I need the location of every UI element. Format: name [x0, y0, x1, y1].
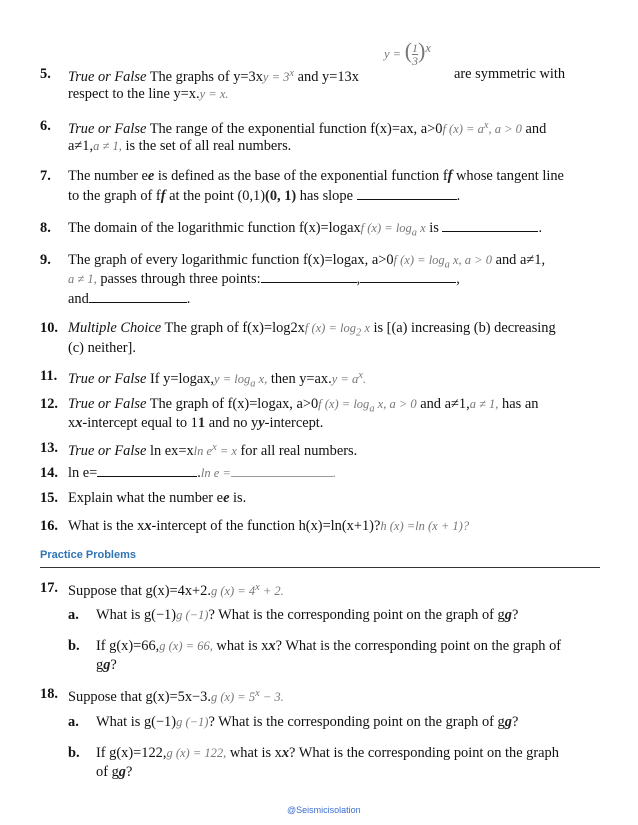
q13-line-1: True or False ln ex=xln $e^x = x$ for all real numbers.: [68, 442, 358, 460]
q18b-label: b.: [68, 745, 80, 761]
q15-line-1: Explain what the number ee is.: [68, 490, 247, 506]
q7-line-2: to the graph of ff at the point (0,1)(0, 1) has slope .: [68, 188, 461, 204]
q10-number: 10.: [40, 320, 58, 336]
q5-math-1: $y = 3^x$: [262, 68, 295, 85]
q16-number: 16.: [40, 518, 58, 534]
q7-answer-blank[interactable]: [357, 187, 457, 200]
q18a-label: a.: [68, 714, 79, 730]
q8-number: 8.: [40, 220, 51, 236]
seismicisolation-watermark: @Seismicisolation: [287, 805, 361, 815]
q10-line-1: Multiple Choice The graph of f(x)=log2xf $(x) = \log_2 x$ is [(a) increasing (b) decreasing: [68, 320, 556, 339]
q17-line-1: Suppose that g(x)=4x+2.g $(x) = 4^x + 2$.: [68, 582, 284, 600]
q18-line-1: Suppose that g(x)=5x−3.g $(x) = 5^x - 3$.: [68, 688, 284, 706]
q13-math-1: $\ln e^x = x$: [193, 442, 237, 459]
q5-line-2: respect to the line y=x.y = x.: [68, 86, 229, 102]
q8-math-1: f $(x) = \log_a x$: [360, 221, 426, 239]
q17a-label: a.: [68, 607, 79, 623]
q6-line-1: True or False The range of the exponential function f(x)=ax, a>0f $(x) = a^x$, a > 0 and: [68, 120, 547, 138]
q9-answer-blank-3[interactable]: [89, 290, 187, 303]
q11-line-1: True or False If y=logax,y = $\log_a x$, then $y=ax.y = a^x$.: [68, 370, 366, 390]
q6-math-1: f $(x) = a^x$, a > 0: [442, 120, 522, 137]
q14-number: 14.: [40, 465, 58, 481]
q13-number: 13.: [40, 440, 58, 456]
q9-line-3: and .: [68, 291, 191, 307]
q10-line-2: (c) neither].: [68, 340, 136, 356]
q8-line-1: The domain of the logarithmic function f(x)=logaxf $(x) = \log_a x$ is .: [68, 220, 543, 239]
q8-answer-blank[interactable]: [442, 219, 538, 232]
q5-text-2: and y=13x: [294, 69, 359, 86]
q9-answer-blank-2[interactable]: [360, 270, 456, 283]
q6-line-2: a≠1,a ≠ 1, is the set of all real numbers.: [68, 138, 292, 154]
q9-line-1: The graph of every logarithmic function f(x)=logax, a>0f $(x) = \log_a x$, a > 0 and a≠1,: [68, 252, 546, 271]
q18b-line-1: If g(x)=122,g (x) = 122, what is xx? What is the corresponding point on the graph: [96, 745, 559, 761]
q7-line-1: The number ee is defined as the base of the exponential function ff whose tangent line: [68, 168, 564, 184]
q17b-line-1: If g(x)=66,g (x) = 66, what is xx? What is the corresponding point on the graph of: [96, 638, 562, 654]
q12-line-2: xx-intercept equal to 11 and no yy-intercept.: [68, 415, 324, 431]
q5-text: The graphs of y=3x: [146, 69, 263, 86]
q10-math-1: f $(x) = \log_2 x$: [304, 321, 370, 339]
q14-math-blank: [231, 464, 333, 477]
q12-number: 12.: [40, 396, 58, 412]
practice-problems-heading: Practice Problems: [40, 545, 600, 568]
q14-line-1: ln e= .ln e = .: [68, 465, 336, 481]
q17-number: 17.: [40, 580, 58, 596]
q5-label: True or False: [68, 69, 147, 86]
q17b-label: b.: [68, 638, 80, 654]
q9-answer-blank-1[interactable]: [261, 270, 357, 283]
q7-number: 7.: [40, 168, 51, 184]
q9-line-2: a ≠ 1, passes through three points: , ,: [68, 271, 460, 287]
q15-number: 15.: [40, 490, 58, 506]
q17-math-1: g $(x) = 4^x + 2$.: [210, 582, 284, 599]
q16-line-1: What is the xx-intercept of the function h(x)=ln(x+1)?h (x) =ln (x + 1)?: [68, 518, 470, 534]
q9-number: 9.: [40, 252, 51, 268]
q11-number: 11.: [40, 368, 58, 384]
q9-math-1: f $(x) = \log_a x$, a > 0: [393, 253, 492, 271]
q18b-line-2: of gg?: [96, 764, 133, 780]
q5-fraction-math: y = ( $\frac{1}{3}$ )$^x$: [384, 37, 431, 68]
q12-line-1: True or False The graph of f(x)=logax, a>0f $(x) = \log_a x$, a > 0 and a≠1,a ≠ 1, has an: [68, 396, 539, 415]
q14-answer-blank[interactable]: [97, 464, 197, 477]
q17a-line: What is g(−1)g (−1)? What is the corresponding point on the graph of gg?: [96, 607, 519, 623]
q17b-line-2: gg?: [96, 657, 117, 673]
q18-math-1: g $(x) = 5^x - 3$.: [210, 688, 284, 705]
q5-line-1-end: are symmetric with: [454, 66, 566, 82]
q18-number: 18.: [40, 686, 58, 702]
q18a-line: What is g(−1)g (−1)? What is the corresponding point on the graph of gg?: [96, 714, 519, 730]
q5-number: 5.: [40, 66, 51, 82]
q6-number: 6.: [40, 118, 51, 134]
q12-math-1: f $(x) = \log_a x$, a > 0: [318, 397, 417, 415]
q11-math-1: $y = \log_a x$,: [214, 372, 268, 390]
q11-math-2: $y = a^x$.: [331, 370, 366, 387]
